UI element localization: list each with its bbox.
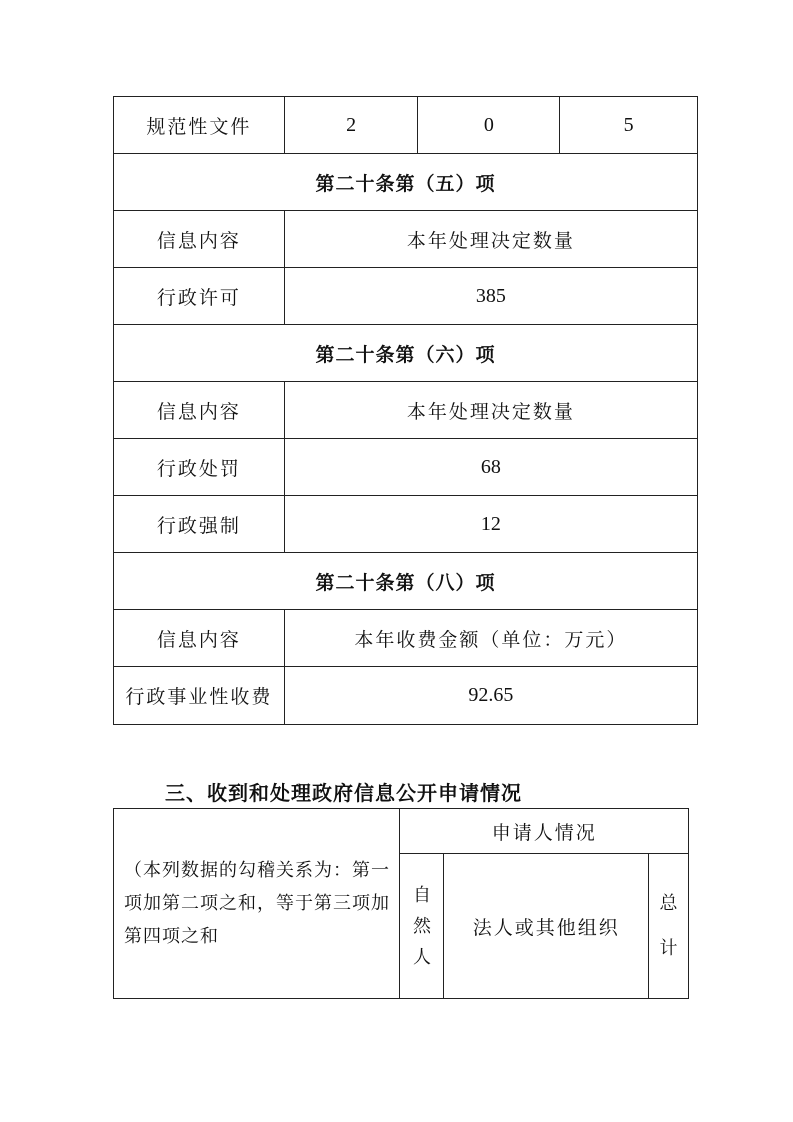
section-header: 第二十条第（六）项 xyxy=(114,325,698,382)
table-row xyxy=(114,439,698,496)
row-label: 行政事业性收费 xyxy=(114,667,285,725)
relationship-note: （本列数据的勾稽关系为：第一项加第二项之和，等于第三项加第四项之和 xyxy=(114,809,400,999)
cell-value: 2 xyxy=(284,97,418,154)
table-row xyxy=(114,667,698,725)
section-header: 第二十条第（八）项 xyxy=(114,553,698,610)
header-char: 然 xyxy=(412,915,431,937)
row-label: 信息内容 xyxy=(114,382,285,439)
table-row xyxy=(114,809,689,854)
applicant-header: 申请人情况 xyxy=(400,809,689,854)
row-label: 信息内容 xyxy=(114,610,285,667)
cell-value: 5 xyxy=(560,97,698,154)
table-row xyxy=(114,382,698,439)
header-char: 计 xyxy=(659,938,678,959)
row-label: 规范性文件 xyxy=(114,97,285,154)
application-stats-table xyxy=(113,808,689,999)
table-row xyxy=(114,610,698,667)
section-header-row xyxy=(114,325,698,382)
section-header-row xyxy=(114,154,698,211)
cell-value: 92.65 xyxy=(284,667,697,725)
section-header-row xyxy=(114,553,698,610)
cell-value: 12 xyxy=(284,496,697,553)
row-label: 信息内容 xyxy=(114,211,285,268)
header-char: 自 xyxy=(412,884,431,906)
header-char: 人 xyxy=(412,946,431,968)
legal-person-header: 法人或其他组织 xyxy=(444,854,649,999)
row-label: 行政强制 xyxy=(114,496,285,553)
header-char: 总 xyxy=(659,893,678,914)
cell-value: 0 xyxy=(418,97,560,154)
table-row xyxy=(114,211,698,268)
cell-value: 68 xyxy=(284,439,697,496)
total-header xyxy=(649,854,689,999)
cell-value: 385 xyxy=(284,268,697,325)
row-label: 行政处罚 xyxy=(114,439,285,496)
disclosure-stats-table xyxy=(113,96,698,725)
section-title: 三、收到和处理政府信息公开申请情况 xyxy=(165,781,522,805)
column-header: 本年处理决定数量 xyxy=(284,211,697,268)
section-header: 第二十条第（五）项 xyxy=(114,154,698,211)
natural-person-header xyxy=(400,854,444,999)
column-header: 本年收费金额（单位：万元） xyxy=(284,610,697,667)
table-row xyxy=(114,97,698,154)
row-label: 行政许可 xyxy=(114,268,285,325)
column-header: 本年处理决定数量 xyxy=(284,382,697,439)
table-row xyxy=(114,496,698,553)
table-row xyxy=(114,268,698,325)
